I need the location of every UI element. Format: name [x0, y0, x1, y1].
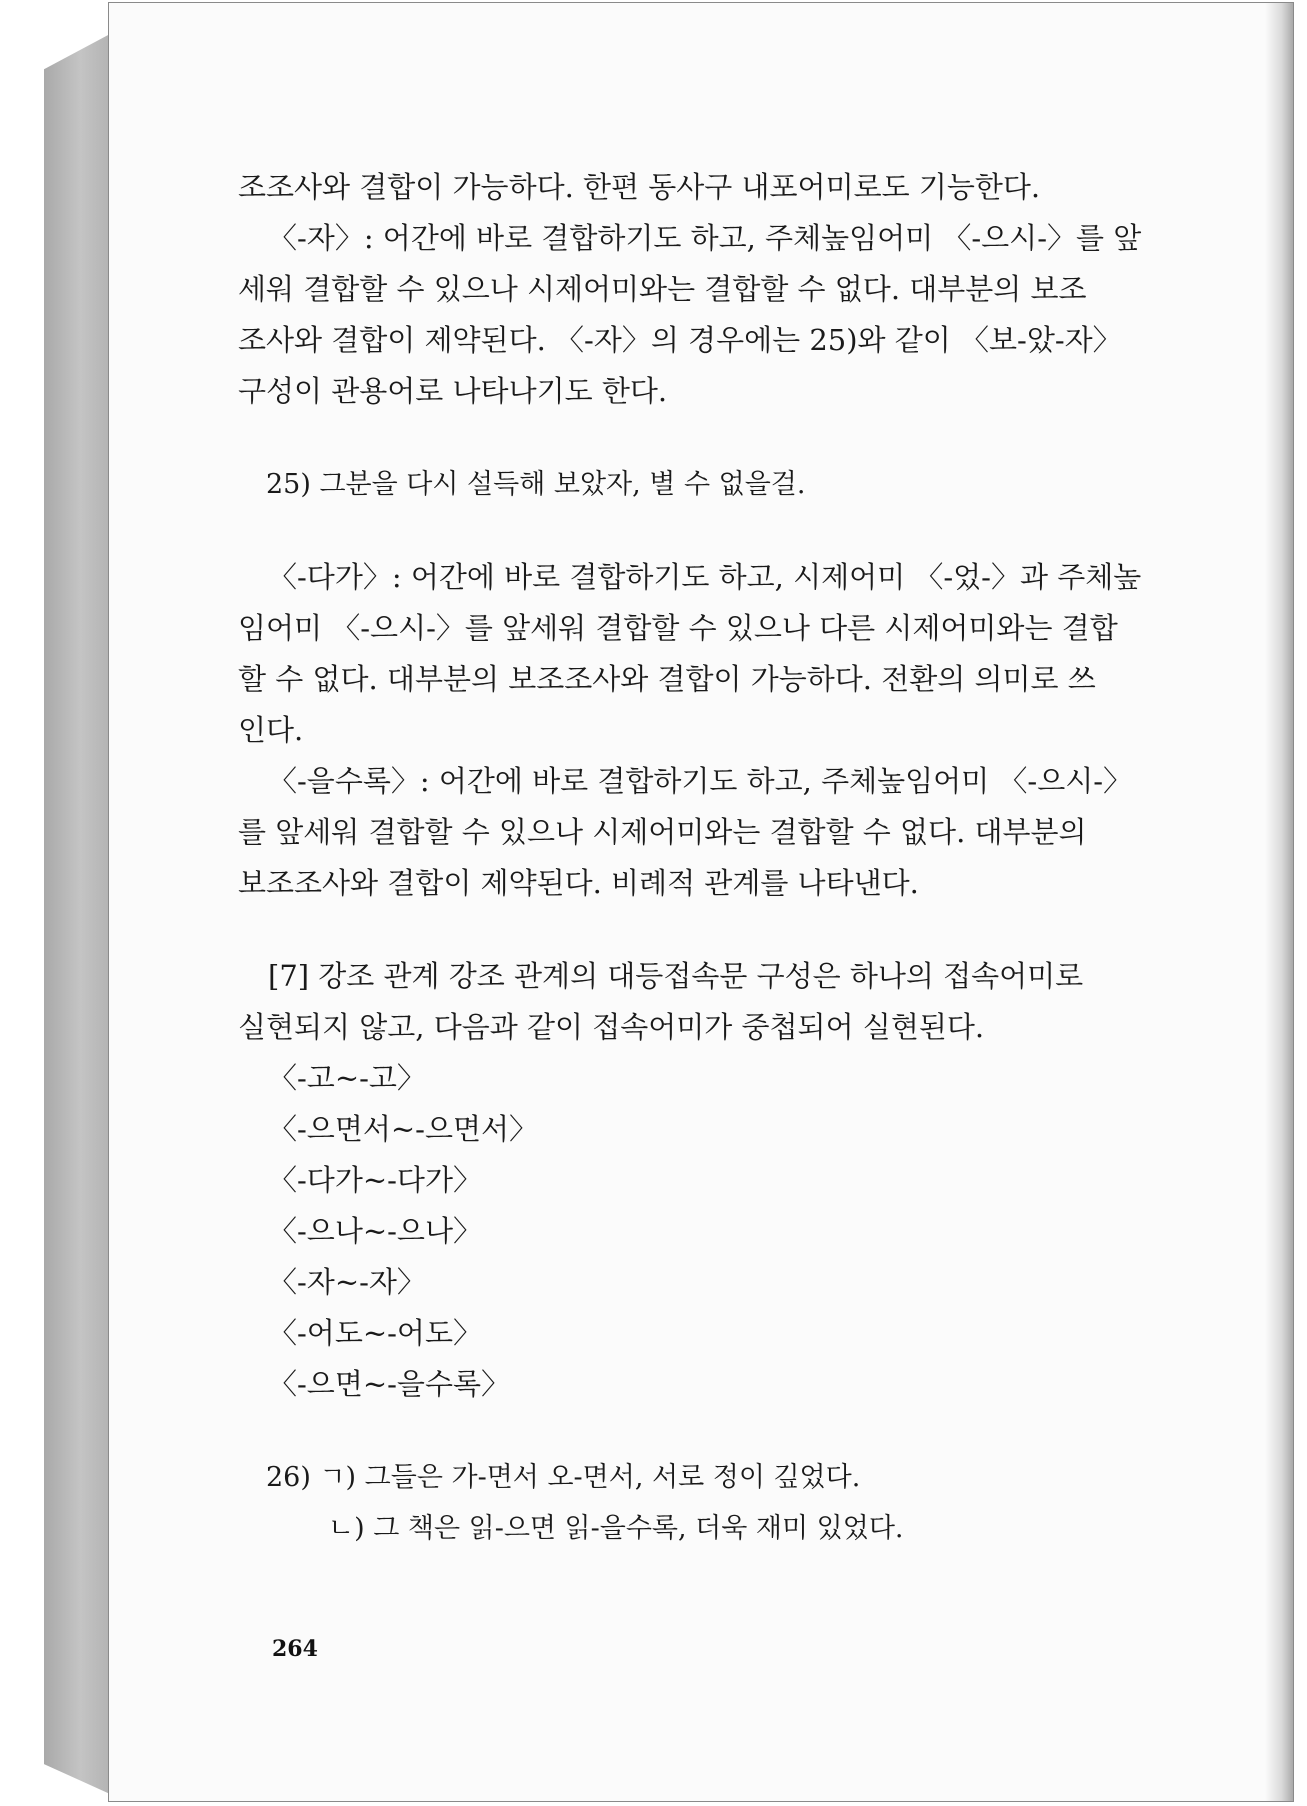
text-line: 할 수 없다. 대부분의 보조조사와 결합이 가능하다. 전환의 의미로 쓰 [238, 662, 1096, 696]
page-number: 264 [272, 1636, 318, 1662]
text-line: 조조사와 결합이 가능하다. 한편 동사구 내포어미로도 기능한다. [238, 170, 1041, 204]
text-line: 세워 결합할 수 있으나 시제어미와는 결합할 수 없다. 대부분의 보조 [238, 272, 1087, 306]
text-line: 임어미 〈-으시-〉를 앞세워 결합할 수 있으나 다른 시제어미와는 결합 [238, 611, 1118, 645]
section-heading-line: [7] 강조 관계 강조 관계의 대등접속문 구성은 하나의 접속어미로 [268, 959, 1084, 993]
text-line: 구성이 관용어로 나타나기도 한다. [238, 374, 668, 408]
text-line: 조사와 결합이 제약된다. 〈-자〉의 경우에는 25)와 같이 〈보-았-자〉 [238, 323, 1122, 357]
page-edge-shadow [1265, 3, 1293, 1801]
pattern-item: 〈-다가~-다가〉 [268, 1163, 482, 1197]
text-line: 를 앞세워 결합할 수 있으나 시제어미와는 결합할 수 없다. 대부분의 [238, 815, 1087, 849]
pattern-item: 〈-고~-고〉 [268, 1061, 426, 1095]
text-line: 실현되지 않고, 다음과 같이 접속어미가 중첩되어 실현된다. [238, 1010, 985, 1044]
text-line: 〈-다가〉: 어간에 바로 결합하기도 하고, 시제어미 〈-었-〉과 주체높 [268, 560, 1142, 594]
example-26b: ㄴ) 그 책은 읽-으면 읽-을수록, 더욱 재미 있었다. [328, 1513, 904, 1544]
text-line: 〈-을수록〉: 어간에 바로 결합하기도 하고, 주체높임어미 〈-으시-〉 [268, 764, 1133, 798]
text-line: 인다. [238, 713, 304, 747]
pattern-item: 〈-으나~-으나〉 [268, 1214, 482, 1248]
example-26a: 26) ㄱ) 그들은 가-면서 오-면서, 서로 정이 깊었다. [266, 1462, 861, 1493]
pattern-item: 〈-으면서~-으면서〉 [268, 1112, 538, 1146]
text-line: 보조조사와 결합이 제약된다. 비례적 관계를 나타낸다. [238, 866, 919, 900]
pattern-item: 〈-자~-자〉 [268, 1265, 426, 1299]
book-spine [44, 34, 110, 1794]
text-line: 〈-자〉: 어간에 바로 결합하기도 하고, 주체높임어미 〈-으시-〉를 앞 [268, 221, 1142, 255]
pattern-item: 〈-으면~-을수록〉 [268, 1367, 510, 1401]
pattern-item: 〈-어도~-어도〉 [268, 1316, 482, 1350]
page-body [238, 162, 1148, 1554]
example-25: 25) 그분을 다시 설득해 보았자, 별 수 없을걸. [266, 469, 806, 500]
